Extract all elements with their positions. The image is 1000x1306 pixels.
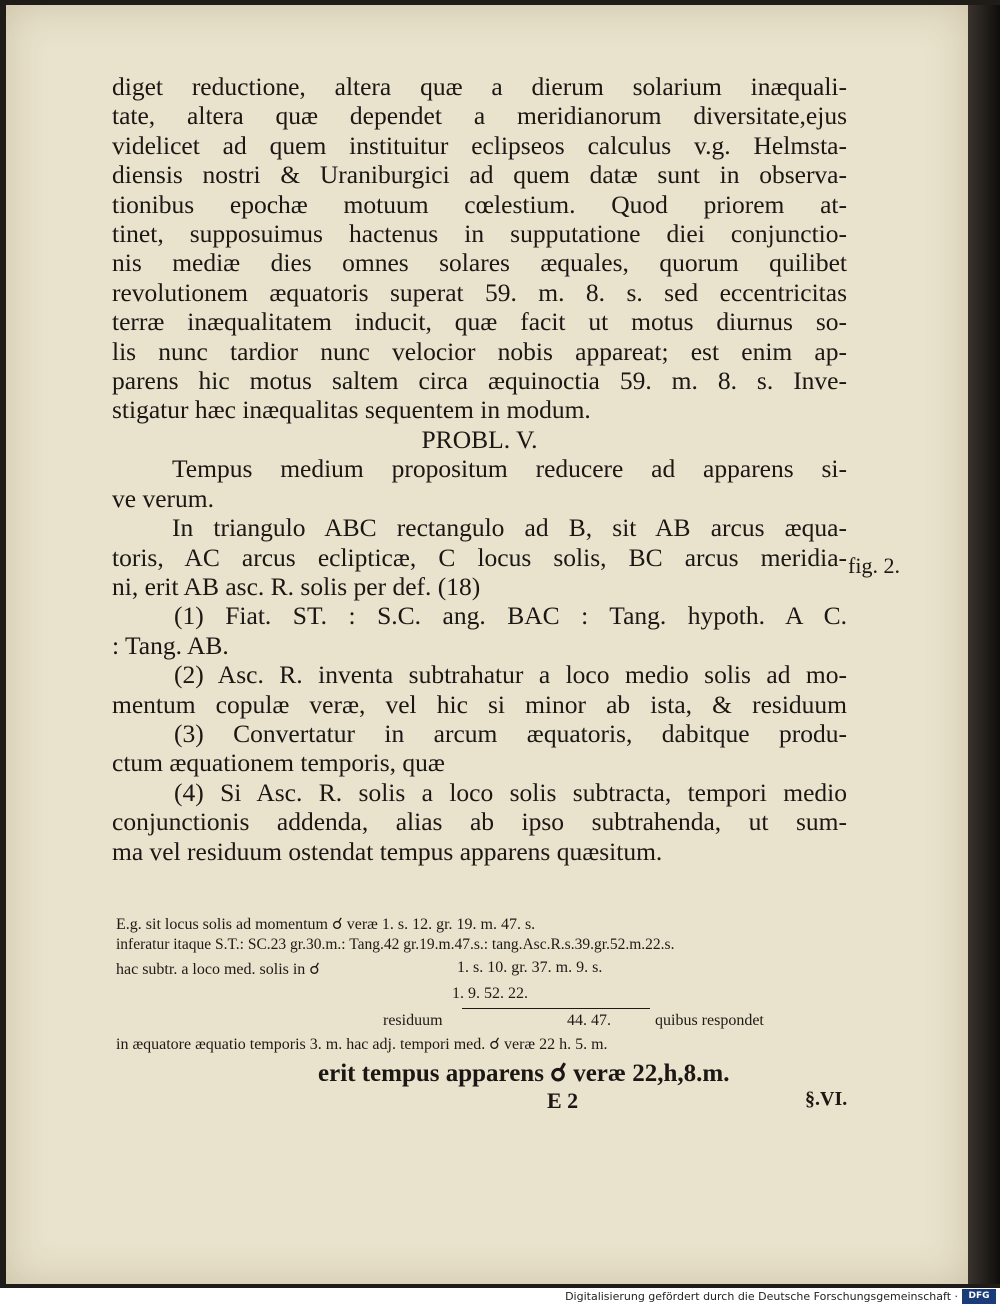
example-line-2: inferatur itaque S.T.: SC.23 gr.30.m.: Tang.42 gr.19.m.47.s.: tang.Asc.R.s.39.gr.52.m.22.s.: [116, 936, 675, 953]
signature-mark: E 2: [547, 1088, 579, 1113]
solution-line: In triangulo ABC rectangulo ad B, sit AB arcus æqua-: [172, 513, 847, 543]
example-residuum-values: 44. 47.: [567, 1012, 611, 1029]
step-line: conjunctionis addenda, alias ab ipso subtrahenda, ut sum-: [112, 807, 847, 837]
example-line-3: hac subtr. a loco med. solis in ☌: [116, 961, 321, 978]
problem-heading: PROBL. V.: [421, 424, 538, 454]
body-line: terræ inæqualitatem inducit, quæ facit ut motus diurnus so-: [112, 307, 847, 337]
step-line: (1) Fiat. ST. : S.C. ang. BAC : Tang. hypoth. A C.: [174, 601, 847, 631]
example-line-4-values: 1. 9. 52. 22.: [452, 985, 528, 1002]
text-block: [112, 72, 847, 866]
body-line: videlicet ad quem instituitur eclipseos calculus v.g. Helmsta-: [112, 130, 847, 160]
result-line: erit tempus apparens ☌ veræ 22,h,8.m.: [318, 1060, 730, 1087]
body-line: diensis nostri & Uraniburgici ad quem datæ sunt in observa-: [112, 160, 847, 190]
solution-line: toris, AC arcus eclipticæ, C locus solis, BC arcus meridia-: [112, 542, 847, 572]
step-line: ctum æquationem temporis, quæ: [112, 748, 445, 778]
body-line: tinet, supposuimus hactenus in supputatione diei conjunctio-: [112, 219, 847, 249]
solution-line: ni, erit AB asc. R. solis per def. (18): [112, 571, 481, 601]
body-line: lis nunc tardior nunc velocior nobis appareat; est enim ap-: [112, 336, 847, 366]
margin-note-figure: fig. 2.: [848, 553, 900, 578]
dfg-logo-icon: DFG: [962, 1289, 996, 1304]
body-line: stigatur hæc inæqualitas sequentem in modum.: [112, 395, 591, 425]
footer-bar: [0, 1288, 1000, 1306]
example-residuum-tail: quibus respondet: [655, 1012, 764, 1029]
example-residuum-label: residuum: [383, 1012, 443, 1029]
body-line: tionibus epochæ motuum cœlestium. Quod priorem at-: [112, 189, 847, 219]
example-line-3-values: 1. s. 10. gr. 37. m. 9. s.: [457, 959, 603, 976]
problem-statement-line: Tempus medium propositum reducere ad apparens si-: [172, 454, 847, 484]
step-line: : Tang. AB.: [112, 630, 229, 660]
step-line: mentum copulæ veræ, vel hic si minor ab ista, & residuum: [112, 689, 847, 719]
step-line: ma vel residuum ostendat tempus apparens quæsitum.: [112, 836, 663, 866]
catchword: §.VI.: [805, 1088, 848, 1110]
body-line: nis mediæ dies omnes solares æquales, quorum quilibet: [112, 248, 847, 278]
step-line: (4) Si Asc. R. solis a loco solis subtracta, tempori medio: [174, 777, 847, 807]
example-line-1: E.g. sit locus solis ad momentum ☌ veræ 1. s. 12. gr. 19. m. 47. s.: [116, 916, 536, 933]
page-edge: [968, 5, 1000, 1284]
sum-rule: [462, 1008, 650, 1009]
body-line: diget reductione, altera quæ a dierum solarium inæquali-: [112, 72, 847, 101]
body-line: parens hic motus saltem circa æquinoctia 59. m. 8. s. Inve-: [112, 366, 847, 396]
body-line: revolutionem æquatoris superat 59. m. 8. s. sed eccentricitas: [112, 277, 847, 307]
step-line: (3) Convertatur in arcum æquatoris, dabitque produ-: [174, 718, 847, 748]
problem-statement-line: ve verum.: [112, 483, 214, 513]
body-line: tate, altera quæ dependet a meridianorum diversitate,ejus: [112, 101, 847, 131]
footer-credit: Digitalisierung gefördert durch die Deutsche Forschungsgemeinschaft ·: [565, 1290, 958, 1303]
step-line: (2) Asc. R. inventa subtrahatur a loco medio solis ad mo-: [174, 660, 847, 690]
example-line-6: in æquatore æquatio temporis 3. m. hac adj. tempori med. ☌ veræ 22 h. 5. m.: [116, 1036, 608, 1053]
